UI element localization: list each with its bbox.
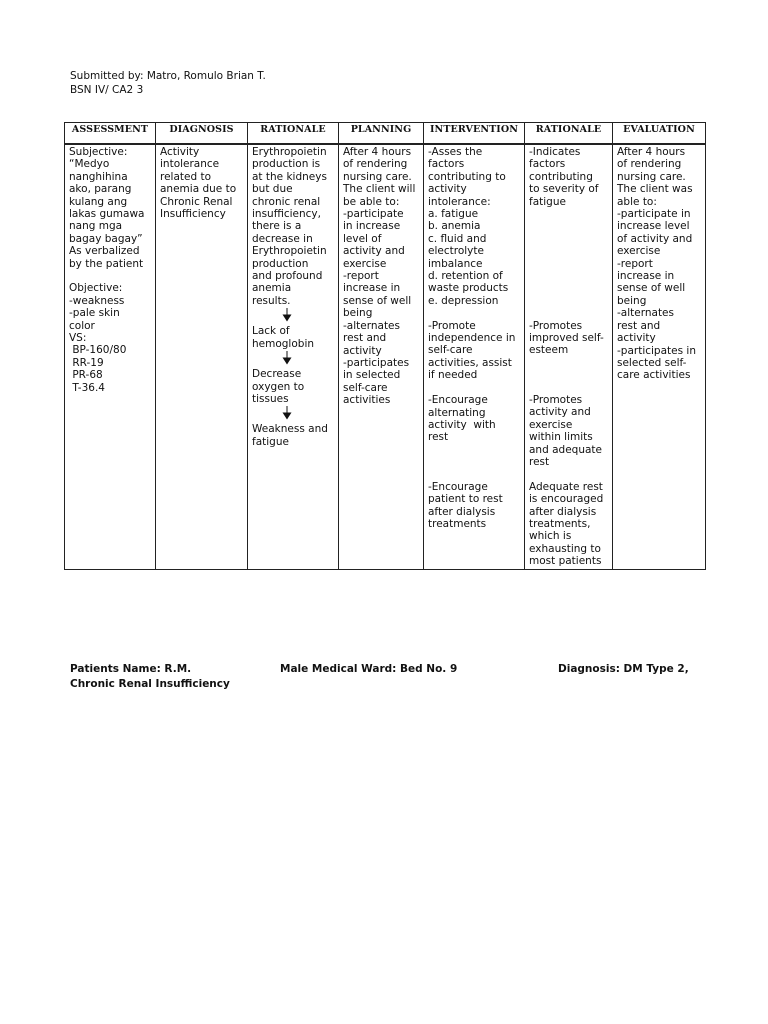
cell-line: As verbalized	[69, 245, 140, 258]
cell-line: After 4 hours	[617, 146, 686, 158]
cell-line: nursing care.	[343, 170, 412, 183]
cell-line: Decrease	[252, 368, 302, 381]
cell-line: which is	[529, 530, 572, 543]
cell-line: independence in	[428, 332, 516, 345]
cell-line: results.	[252, 294, 291, 307]
section-label: BSN IV/ CA2 3	[70, 84, 144, 96]
cell-line: tissues	[252, 392, 289, 405]
cell-line: in selected	[343, 369, 401, 382]
cell-line: -report	[343, 270, 379, 283]
cell-line: able to:	[617, 195, 657, 208]
cell-line: insufficiency,	[252, 208, 321, 221]
cell-line: care activities	[617, 369, 691, 382]
diagnosis-cell	[156, 144, 248, 569]
cell-line: nang mga	[69, 220, 123, 233]
cell-line: exercise	[343, 257, 387, 270]
arrow-down-icon	[282, 308, 292, 322]
cell-line: exercise	[529, 418, 573, 431]
cell-line: -alternates	[617, 307, 674, 320]
cell-line: if needed	[428, 369, 478, 382]
table-header-row	[65, 123, 706, 145]
ward-info: Male Medical Ward: Bed No. 9	[280, 663, 458, 675]
patient-name: Patients Name: R.M.	[70, 663, 192, 675]
cell-line: self-care	[428, 344, 473, 357]
cell-line: -Promotes	[529, 319, 583, 332]
cell-line: -weakness	[69, 294, 125, 307]
col-header-intervention: INTERVENTION	[424, 123, 525, 145]
cell-line: factors	[529, 158, 566, 171]
cell-line: increase level	[617, 220, 690, 233]
cell-line: e. depression	[428, 294, 499, 307]
col-header-assessment: ASSESSMENT	[65, 123, 156, 145]
cell-line: -participate	[343, 208, 404, 221]
cell-line: related to	[160, 170, 212, 183]
cell-line: Erythropoietin	[252, 245, 327, 258]
cell-line: “Medyo	[69, 158, 110, 171]
cell-line: Weakness and	[252, 423, 328, 436]
cell-line: most patients	[529, 555, 602, 568]
cell-line: fatigue	[252, 435, 289, 448]
cell-line: hemoglobin	[252, 337, 315, 350]
cell-line: production	[252, 257, 309, 270]
cell-line: -Encourage	[428, 394, 488, 407]
rationale-block-2	[252, 325, 334, 350]
col-header-rationale-2: RATIONALE	[525, 123, 613, 145]
cell-line: chronic renal	[252, 195, 321, 208]
arrow-down-icon	[282, 351, 292, 365]
cell-line: waste products	[428, 282, 509, 295]
cell-line: -Asses the	[428, 146, 483, 158]
cell-line: Lack of	[252, 325, 290, 338]
nursing-care-plan-table	[64, 122, 706, 570]
cell-line: -alternates	[343, 319, 400, 332]
cell-line: a. fatigue	[428, 208, 479, 221]
cell-line: of activity and	[617, 232, 693, 245]
cell-line: color	[69, 319, 95, 332]
cell-line: improved self-	[529, 331, 604, 344]
cell-line: exercise	[617, 245, 661, 258]
cell-line: Erythropoietin	[252, 146, 327, 158]
cell-line: Objective:	[69, 282, 123, 295]
cell-line: Activity	[160, 146, 200, 158]
cell-line: The client will	[343, 183, 416, 196]
cell-line: BP-160/80	[69, 344, 127, 357]
cell-line: and adequate	[529, 443, 602, 456]
cell-line: d. retention of	[428, 270, 503, 283]
cell-line: within limits	[529, 431, 593, 444]
cell-line: oxygen to	[252, 380, 305, 393]
cell-line: and profound	[252, 270, 323, 283]
cell-line: to severity of	[529, 183, 599, 196]
cell-line: alternating	[428, 406, 486, 419]
cell-line: -participate in	[617, 208, 691, 221]
cell-line: activity	[617, 332, 656, 345]
cell-line: -Encourage	[428, 480, 488, 493]
cell-line: increase in	[617, 270, 675, 283]
cell-line	[529, 369, 608, 381]
assessment-cell	[65, 144, 156, 569]
cell-line: activity	[343, 344, 382, 357]
cell-line: T-36.4	[69, 381, 105, 394]
cell-line	[529, 270, 608, 282]
cell-line: -pale skin	[69, 307, 120, 320]
cell-line: activity and	[343, 245, 405, 258]
cell-line: at the kidneys	[252, 170, 327, 183]
submitted-by: Submitted by: Matro, Romulo Brian T.	[70, 70, 266, 82]
cell-line: rest	[529, 455, 550, 468]
cell-line: rest and	[617, 319, 661, 332]
cell-line: esteem	[529, 344, 569, 357]
cell-line	[529, 295, 608, 307]
cell-line: in increase	[343, 220, 401, 233]
col-header-evaluation: EVALUATION	[613, 123, 706, 145]
cell-line: patient to rest	[428, 493, 503, 506]
evaluation-cell	[613, 144, 706, 569]
cell-line: being	[617, 294, 647, 307]
cell-line: after dialysis	[428, 505, 496, 518]
cell-line: After 4 hours	[343, 146, 412, 158]
cell-line: self-care	[343, 381, 388, 394]
cell-line: factors	[428, 158, 465, 171]
cell-line: is encouraged	[529, 493, 604, 506]
col-header-rationale: RATIONALE	[248, 123, 339, 145]
cell-line: VS:	[69, 332, 87, 345]
col-header-diagnosis: DIAGNOSIS	[156, 123, 248, 145]
cell-line: b. anemia	[428, 220, 481, 233]
cell-line	[529, 258, 608, 270]
cell-line: The client was	[617, 183, 693, 196]
cell-line: PR-68	[69, 369, 103, 382]
cell-line: exhausting to	[529, 542, 601, 555]
cell-line: nursing care.	[617, 170, 686, 183]
rationale-block-1	[252, 146, 334, 307]
cell-line: rest and	[343, 332, 387, 345]
cell-line: treatments	[428, 518, 487, 531]
cell-line: selected self-	[617, 356, 687, 369]
cell-line	[428, 382, 520, 394]
rationale-2-cell	[525, 144, 613, 569]
cell-line: -Promote	[428, 319, 476, 332]
cell-line	[69, 270, 151, 282]
cell-line: kulang ang	[69, 195, 128, 208]
cell-line: activity	[428, 183, 467, 196]
cell-line: there is a	[252, 220, 302, 233]
cell-line	[428, 456, 520, 468]
cell-line: imbalance	[428, 257, 483, 270]
cell-line: by the patient	[69, 257, 144, 270]
cell-line	[529, 220, 608, 232]
cell-line: treatments,	[529, 517, 591, 530]
cell-line	[529, 245, 608, 257]
cell-line: nanghihina	[69, 170, 128, 183]
cell-line: intolerance	[160, 158, 220, 171]
cell-line: lakas gumawa	[69, 208, 145, 221]
cell-line: contributing to	[428, 170, 506, 183]
cell-line	[428, 307, 520, 319]
cell-line: production is	[252, 158, 321, 171]
cell-line: electrolyte	[428, 245, 484, 258]
cell-line: -Promotes	[529, 393, 583, 406]
cell-line	[529, 382, 608, 394]
diagnosis-continued: Chronic Renal Insufficiency	[70, 678, 230, 690]
cell-line	[529, 208, 608, 220]
cell-line: activities, assist	[428, 356, 512, 369]
cell-line	[428, 469, 520, 481]
cell-line: after dialysis	[529, 505, 597, 518]
cell-line: increase in	[343, 282, 401, 295]
cell-line: of rendering	[343, 158, 408, 171]
cell-line	[529, 357, 608, 369]
cell-line: sense of well	[617, 282, 686, 295]
cell-line: anemia due to	[160, 183, 237, 196]
rationale-block-4	[252, 423, 334, 448]
cell-line: -Indicates	[529, 146, 581, 158]
cell-line: sense of well	[343, 294, 412, 307]
cell-line: intolerance:	[428, 195, 491, 208]
table-row	[65, 144, 706, 569]
cell-line: Chronic Renal	[160, 195, 233, 208]
col-header-planning: PLANNING	[339, 123, 424, 145]
cell-line: contributing	[529, 170, 593, 183]
cell-line: of rendering	[617, 158, 682, 171]
cell-line: -participates in	[617, 344, 696, 357]
diagnosis-label: Diagnosis: DM Type 2,	[558, 663, 689, 675]
cell-line: c. fluid and	[428, 232, 487, 245]
cell-line	[529, 233, 608, 245]
cell-line: but due	[252, 183, 293, 196]
cell-line: rest	[428, 431, 449, 444]
cell-line: level of	[343, 232, 382, 245]
cell-line: -report	[617, 257, 653, 270]
cell-line: activity and	[529, 406, 591, 419]
cell-line: decrease in	[252, 232, 313, 245]
cell-line: bagay bagay”	[69, 232, 143, 245]
cell-line: activities	[343, 394, 391, 407]
cell-line: Subjective:	[69, 146, 128, 158]
cell-line	[529, 307, 608, 319]
cell-line: -participates	[343, 356, 410, 369]
intervention-cell	[424, 144, 525, 569]
cell-line: Adequate rest	[529, 480, 603, 493]
cell-line: be able to:	[343, 195, 400, 208]
cell-line: being	[343, 307, 373, 320]
cell-line	[529, 468, 608, 480]
arrow-down-icon	[282, 406, 292, 420]
planning-cell	[339, 144, 424, 569]
cell-line: ako, parang	[69, 183, 132, 196]
cell-line: Insufficiency	[160, 208, 226, 221]
cell-line: anemia	[252, 282, 292, 295]
cell-line	[529, 282, 608, 294]
cell-line: RR-19	[69, 356, 104, 369]
cell-line: fatigue	[529, 195, 566, 208]
cell-line	[428, 444, 520, 456]
cell-line: activity with	[428, 418, 496, 431]
rationale-flow-cell	[248, 144, 339, 569]
rationale-block-3	[252, 368, 334, 405]
